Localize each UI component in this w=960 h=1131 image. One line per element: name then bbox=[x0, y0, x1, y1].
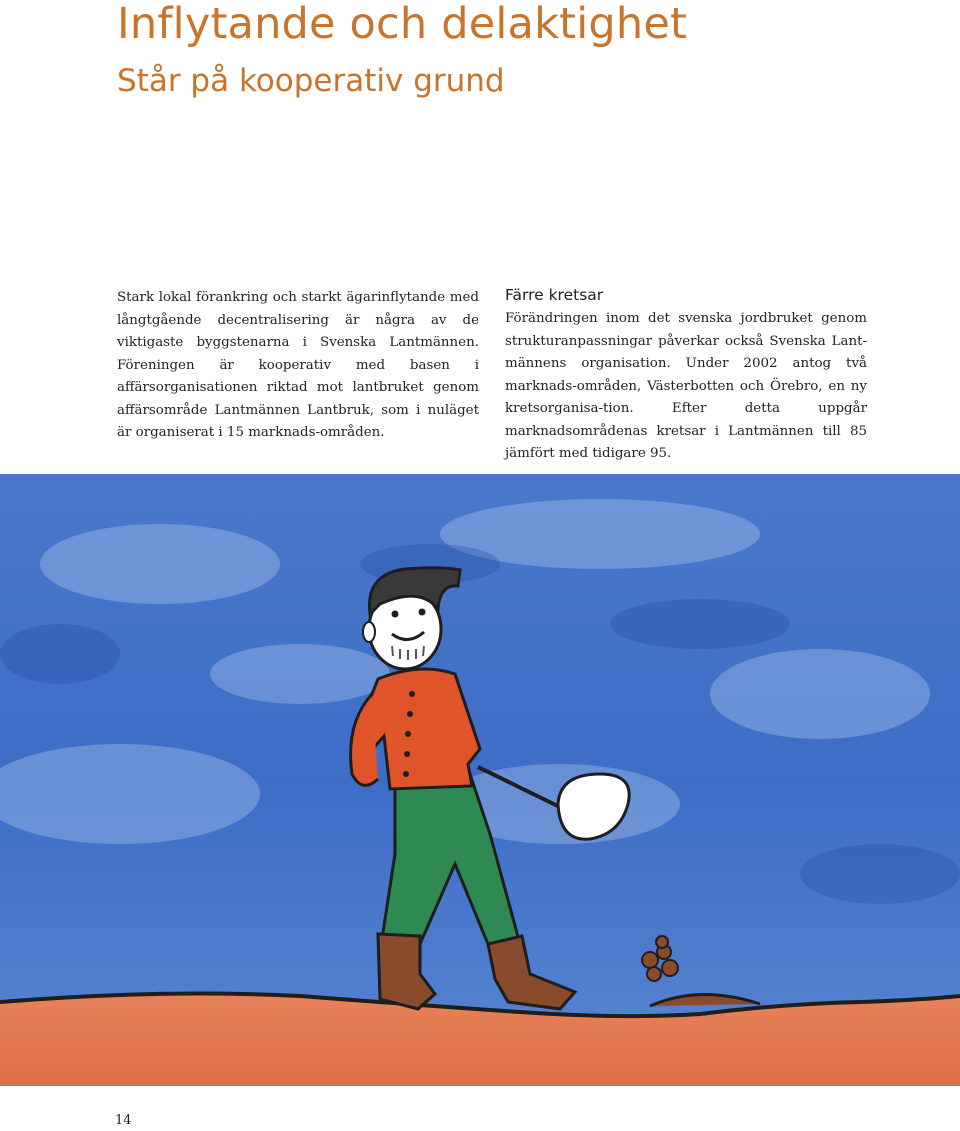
left-column bbox=[117, 287, 479, 445]
child-drawing-farmer-with-shovel-icon bbox=[0, 474, 960, 1086]
section-paragraph: Förändringen inom det svenska jordbruket genom strukturanpassningar påverkar också Svenska Lant-männens organisation. Under 2002 antog två marknads-områden, Västerbotten och Örebro, en ny kretsorganisa-tion. Efter detta uppgår marknadsområdenas kretsar i Lantmännen till 85 jämfört med tidigare 95. bbox=[505, 311, 867, 461]
intro-paragraph: Stark lokal förankring och starkt ägarinflytande med långtgående decentralisering är några av de viktigaste byggstenarna i Svenska Lantmännen. Föreningen är kooperativ med basen i affärsorganisationen riktad mot lantbruket genom affärsområde Lantmännen Lantbruk, som i nuläget är organiserat i 15 marknads-områden. bbox=[117, 290, 479, 440]
left-eye bbox=[392, 611, 399, 618]
page-title: Inflytande och delaktighet bbox=[117, 0, 688, 49]
section-heading: Färre kretsar bbox=[505, 286, 604, 304]
page-number: 14 bbox=[115, 1113, 132, 1128]
page-subtitle: Står på kooperativ grund bbox=[117, 63, 505, 99]
right-eye bbox=[419, 609, 426, 616]
right-column bbox=[505, 285, 867, 466]
left-ear bbox=[363, 622, 375, 642]
